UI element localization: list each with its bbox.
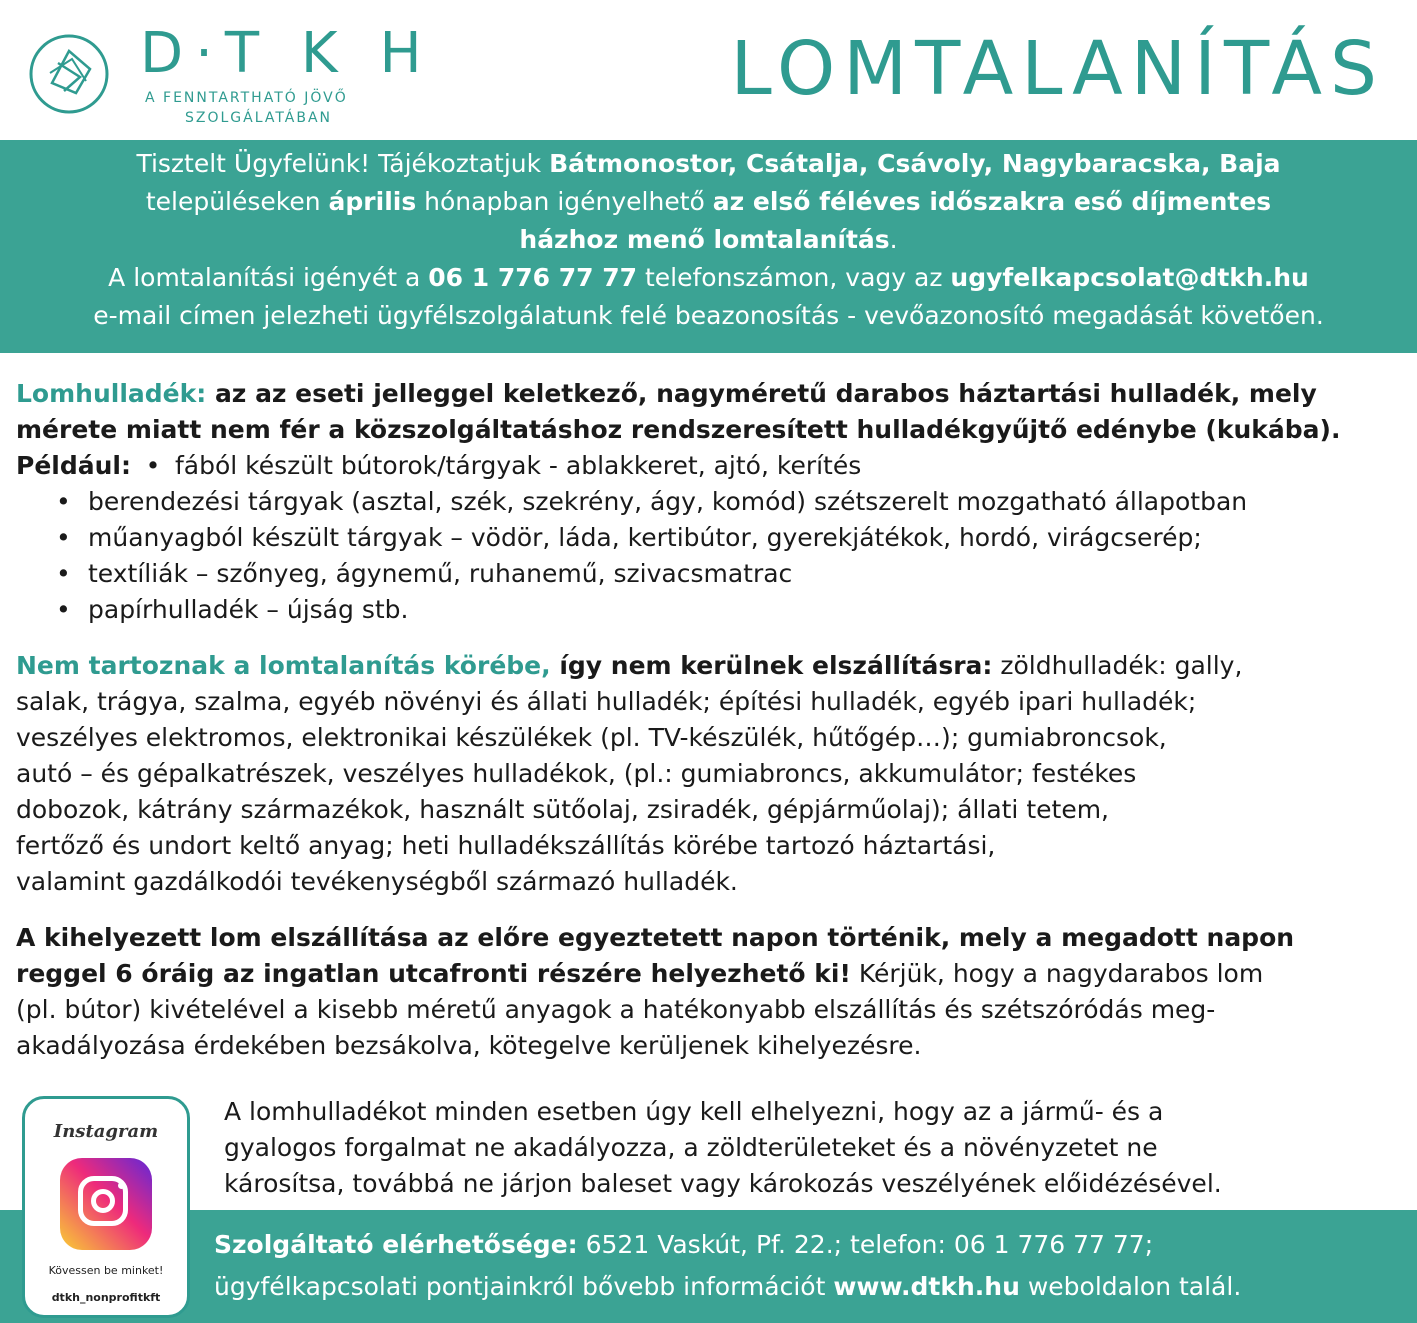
exclusion-line: valamint gazdálkodói tevékenységből származó hulladék. — [16, 867, 738, 896]
exclusions-heading: Nem tartoznak a lomtalanítás körébe, — [16, 651, 551, 680]
collection-line: (pl. bútor) kivételével a kisebb méretű anyagok a hatékonyabb elszállítás és szétszóródás meg- — [16, 995, 1216, 1024]
collection-line — [16, 956, 1401, 992]
month: április — [328, 187, 417, 216]
exclusions-subheading: így nem kerülnek elszállításra: — [550, 651, 993, 680]
example-row — [16, 520, 1401, 556]
header — [0, 0, 1417, 140]
footer-contact — [0, 1210, 1417, 1323]
intro-text: Tisztelt Ügyfelünk! Tájékoztatjuk — [136, 149, 550, 178]
footer-label: Szolgáltató elérhetősége: — [214, 1230, 578, 1259]
dtkh-logo-icon — [28, 33, 110, 115]
intro-text: településeken — [145, 187, 329, 216]
collection-text: Kérjük, hogy a nagydarabos lom — [850, 959, 1264, 988]
logo-tagline: SZOLGÁLATÁBAN — [185, 110, 333, 126]
settlements: Bátmonostor, Csátalja, Csávoly, Nagybaracska, Baja — [549, 149, 1281, 178]
footer-text: weboldalon talál. — [1019, 1272, 1242, 1301]
placement-rules — [224, 1094, 1222, 1202]
logo-name: D·T K H — [140, 21, 434, 86]
intro-text: telefonszámon, vagy az — [637, 263, 951, 292]
example-row — [16, 592, 1401, 628]
intro-line — [0, 183, 1417, 221]
page-title: LOMTALANÍTÁS — [730, 26, 1385, 112]
instagram-wordmark: Instagram — [53, 1121, 159, 1142]
exclusion-line: fertőző és undort keltő anyag; heti hulladékszállítás körébe tartozó háztartási, — [16, 831, 996, 860]
bullet-icon: • — [56, 487, 71, 516]
definition-term: Lomhulladék: — [16, 379, 207, 408]
definition-text: az az eseti jelleggel keletkező, nagyméretű darabos háztartási hulladék, mely — [206, 379, 1317, 408]
example-row — [16, 448, 1401, 484]
example-row — [16, 484, 1401, 520]
instagram-handle: dtkh_nonprofitkft — [51, 1291, 161, 1304]
spacer — [16, 628, 1401, 648]
logo-tagline: A FENNTARTHATÓ JÖVŐ — [145, 90, 348, 106]
footer-address: 6521 Vaskút, Pf. 22.; telefon: 06 1 776 77 77; — [577, 1230, 1154, 1259]
bullet-icon: • — [56, 595, 71, 624]
examples-label: Például: — [16, 451, 131, 480]
collection-deadline: reggel 6 óráig az ingatlan utcafronti részére helyezhető ki! — [16, 959, 851, 988]
example-item: papírhulladék – újság stb. — [88, 595, 409, 624]
exclusion-line — [16, 648, 1401, 684]
bullet-icon: • — [56, 523, 71, 552]
exclusion-line: dobozok, kátrány származékok, használt sütőolaj, zsiradék, gépjárműolaj); állati tetem, — [16, 795, 1109, 824]
intro-text: . — [889, 225, 898, 254]
instagram-follow-text: Kövessen be minket! — [48, 1264, 164, 1277]
example-item: berendezési tárgyak (asztal, szék, szekrény, ágy, komód) szétszerelt mozgatható állapotban — [88, 487, 1248, 516]
collection-line: akadályozása érdekében bezsákolva, kötegelve kerüljenek kihelyezésre. — [16, 1031, 922, 1060]
placement-line: A lomhulladékot minden esetben úgy kell elhelyezni, hogy az a jármű- és a — [224, 1097, 1164, 1126]
example-row — [16, 556, 1401, 592]
instagram-icon[interactable] — [60, 1158, 152, 1250]
intro-highlight: házhoz menő lomtalanítás — [519, 225, 890, 254]
footer-line — [214, 1266, 1417, 1308]
example-item: fából készült bútorok/tárgyak - ablakkeret, ajtó, kerítés — [174, 451, 862, 480]
example-item: textíliák – szőnyeg, ágynemű, ruhanemű, szivacsmatrac — [88, 559, 793, 588]
footer-line — [214, 1224, 1417, 1266]
intro-text: hónapban igényelhető — [416, 187, 713, 216]
main-content — [16, 376, 1401, 1064]
exclusion-line: veszélyes elektromos, elektronikai készülékek (pl. TV-készülék, hűtőgép…); gumiabroncsok, — [16, 723, 1167, 752]
email-link[interactable]: ugyfelkapcsolat@dtkh.hu — [950, 263, 1309, 292]
intro-line — [0, 259, 1417, 297]
bullet-icon: • — [145, 451, 161, 480]
collection-line: A kihelyezett lom elszállítása az előre egyeztetett napon történik, mely a megadott napon — [16, 923, 1295, 952]
exclusion-text: zöldhulladék: gally, — [992, 651, 1243, 680]
placement-line: károsítsa, továbbá ne járjon baleset vagy károkozás veszélyének előidézésével. — [224, 1169, 1222, 1198]
intro-line: e-mail címen jelezheti ügyfélszolgálatunk felé beazonosítás - vevőazonosító megadását követően. — [93, 301, 1324, 330]
intro-text: A lomtalanítási igényét a — [108, 263, 429, 292]
intro-banner — [0, 140, 1417, 353]
bullet-icon: • — [56, 559, 71, 588]
phone-number: 06 1 776 77 77 — [428, 263, 638, 292]
intro-line — [0, 145, 1417, 183]
footer-text: ügyfélkapcsolati pontjainkról bővebb információt — [214, 1272, 834, 1301]
spacer — [16, 900, 1401, 920]
definition-line — [16, 376, 1401, 412]
example-item: műanyagból készült tárgyak – vödör, láda, kertibútor, gyerekjátékok, hordó, virágcserép; — [88, 523, 1202, 552]
definition-line: mérete miatt nem fér a közszolgáltatáshoz rendszeresített hulladékgyűjtő edénybe (kukába). — [16, 415, 1341, 444]
instagram-card[interactable] — [22, 1096, 190, 1318]
exclusion-line: salak, trágya, szalma, egyéb növényi és állati hulladék; építési hulladék, egyéb ipari hulladék; — [16, 687, 1197, 716]
intro-highlight: az első féléves időszakra eső díjmentes — [712, 187, 1272, 216]
placement-line: gyalogos forgalmat ne akadályozza, a zöldterületeket és a növényzetet ne — [224, 1133, 1158, 1162]
website-link[interactable]: www.dtkh.hu — [833, 1272, 1020, 1301]
exclusion-line: autó – és gépalkatrészek, veszélyes hulladékok, (pl.: gumiabroncs, akkumulátor; festékes — [16, 759, 1137, 788]
intro-line — [0, 221, 1417, 259]
